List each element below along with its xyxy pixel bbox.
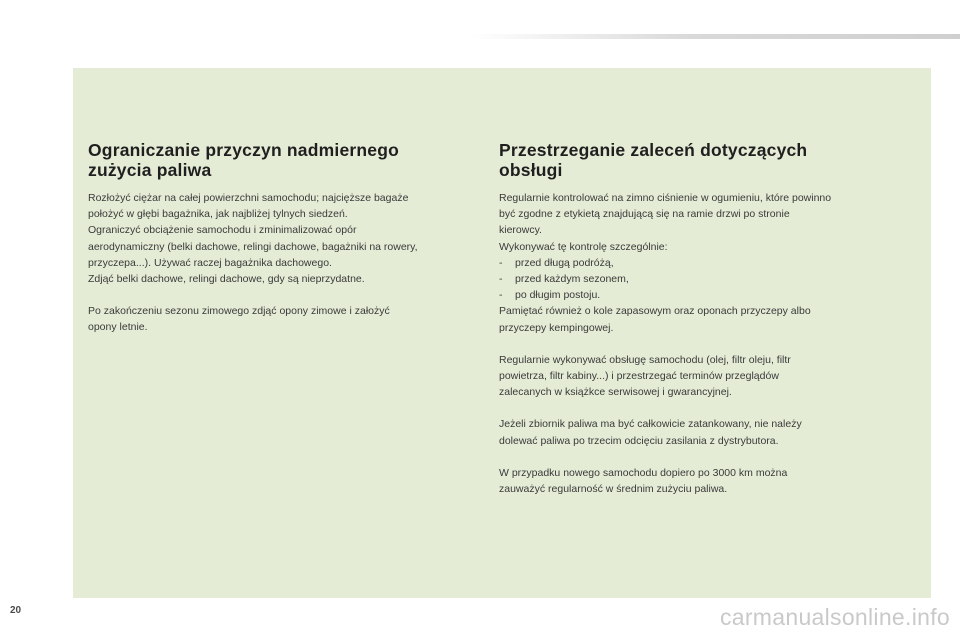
text-line: dolewać paliwa po trzecim odcięciu zasilania z dystrybutora.: [499, 434, 779, 447]
paragraph-spare-wheel: [499, 303, 899, 335]
text-line: przyczepa...). Używać raczej bagażnika dachowego.: [88, 256, 332, 269]
list-item-text: po długim postoju.: [515, 289, 601, 302]
heading-fuel-consumption: [88, 140, 483, 180]
paragraph-new-vehicle: [499, 465, 899, 497]
heading-line: Przestrzeganie zaleceń dotyczących: [499, 140, 808, 160]
paragraph-tyre-pressure: [499, 190, 899, 255]
content-panel: [73, 68, 931, 598]
right-column: [499, 140, 899, 497]
paragraph-fuel-tank: [499, 416, 899, 448]
watermark-text: carmanualsonline.info: [719, 604, 950, 630]
left-column: [88, 140, 483, 336]
text-line: położyć w głębi bagażnika, jak najbliżej tylnych siedzeń.: [88, 208, 348, 221]
text-line: opony letnie.: [88, 321, 148, 334]
list-item-text: przed każdym sezonem,: [515, 273, 629, 286]
text-line: Wykonywać tę kontrolę szczególnie:: [499, 240, 668, 253]
text-line: Po zakończeniu sezonu zimowego zdjąć opony zimowe i założyć: [88, 305, 390, 318]
text-line: być zgodne z etykietą znajdującą się na ramie drzwi po stronie: [499, 208, 790, 221]
text-line: Regularnie wykonywać obsługę samochodu (olej, filtr oleju, filtr: [499, 353, 791, 366]
list-dash: -: [499, 273, 503, 286]
text-line: aerodynamiczny (belki dachowe, relingi dachowe, bagażniki na rowery,: [88, 240, 418, 253]
text-line: przyczepy kempingowej.: [499, 321, 614, 334]
text-line: zauważyć regularność w średnim zużyciu paliwa.: [499, 483, 728, 496]
text-line: powietrza, filtr kabiny...) i przestrzegać terminów przeglądów: [499, 370, 779, 383]
page-number: 20: [10, 605, 22, 616]
list-item: [499, 287, 899, 303]
list-dash: -: [499, 289, 503, 302]
text-line: Zdjąć belki dachowe, relingi dachowe, gdy są nieprzydatne.: [88, 273, 365, 286]
heading-line: Ograniczanie przyczyn nadmiernego: [88, 140, 399, 160]
heading-maintenance: [499, 140, 899, 180]
text-line: zalecanych w książkce serwisowej i gwarancyjnej.: [499, 386, 732, 399]
paragraph-load: [88, 190, 483, 287]
text-line: Jeżeli zbiornik paliwa ma być całkowicie zatankowany, nie należy: [499, 418, 802, 431]
list-item: [499, 255, 899, 271]
list-dash: -: [499, 256, 503, 269]
top-decorative-bar: [470, 34, 960, 39]
heading-line: zużycia paliwa: [88, 160, 212, 180]
text-line: Regularnie kontrolować na zimno ciśnienie w ogumieniu, które powinno: [499, 192, 832, 204]
text-line: Pamiętać również o kole zapasowym oraz oponach przyczepy albo: [499, 305, 811, 318]
text-line: Ograniczyć obciążenie samochodu i zminimalizować opór: [88, 224, 357, 237]
paragraph-service: [499, 352, 899, 401]
heading-line: obsługi: [499, 160, 563, 180]
text-line: Rozłożyć ciężar na całej powierzchni samochodu; najcięższe bagaże: [88, 192, 409, 204]
list-item: [499, 271, 899, 287]
list-item-text: przed długą podróżą,: [515, 256, 614, 269]
paragraph-tyres: [88, 303, 483, 335]
text-line: kierowcy.: [499, 224, 542, 237]
text-line: W przypadku nowego samochodu dopiero po 3000 km można: [499, 466, 788, 479]
check-list: [499, 255, 899, 304]
